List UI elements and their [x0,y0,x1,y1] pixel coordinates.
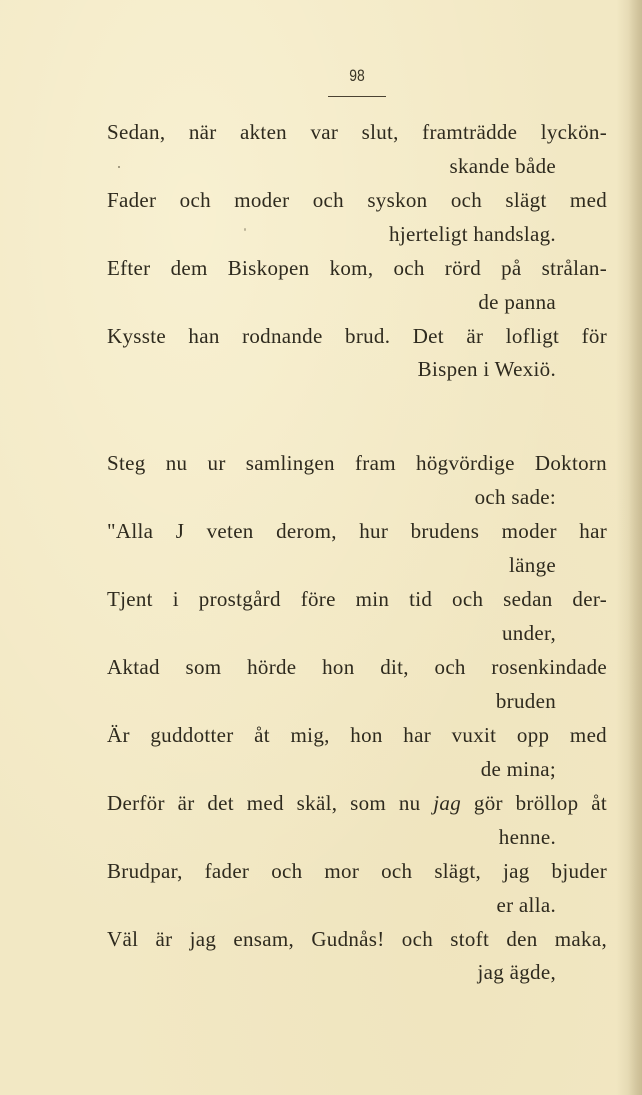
verse-continuation: bruden [495,689,556,713]
verse-line: Sedan, när akten var slut, framträdde lyckön- [107,120,607,144]
verse-continuation: hjerteligt handslag. [389,222,556,246]
verse-line-with-italic [107,791,607,815]
verse-line: "Alla J veten derom, hur brudens moder har [107,519,607,543]
verse-line: Aktad som hörde hon dit, och rosenkindade [107,655,607,679]
verse-continuation: länge [509,553,556,577]
page-number-rule [328,96,386,97]
italic-emphasis: jag [433,791,462,815]
verse-text: gör bröllop åt [461,791,607,815]
verse-line: Väl är jag ensam, Gudnås! och stoft den maka, [107,927,607,951]
verse-continuation: under, [501,621,556,645]
verse-line: Brudpar, fader och mor och slägt, jag bjuder [107,859,607,883]
verse-continuation: Bispen i Wexiö. [417,357,556,381]
verse-continuation: skande både [449,154,556,178]
verse-line: Steg nu ur samlingen fram högvördige Doktorn [107,451,607,475]
page-gutter-shadow [628,0,642,1095]
verse-continuation: de mina; [480,757,556,781]
verse-text: Derför är det med skäl, som nu [107,791,434,815]
verse-line: Tjent i prostgård före min tid och sedan der- [107,587,607,611]
verse-line: Kysste han rodnande brud. Det är lofligt för [107,324,607,348]
verse-continuation: de panna [478,290,556,314]
verse-line: Är guddotter åt mig, hon har vuxit opp med [107,723,607,747]
verse-line: Efter dem Biskopen kom, och rörd på strålan- [107,256,607,280]
verse-continuation: och sade: [474,485,556,509]
page-number: 98 [349,66,365,85]
verse-continuation: er alla. [496,893,556,917]
verse-continuation: henne. [498,825,556,849]
verse-continuation: jag ägde, [477,960,556,984]
verse-line: Fader och moder och syskon och slägt med [107,188,607,212]
